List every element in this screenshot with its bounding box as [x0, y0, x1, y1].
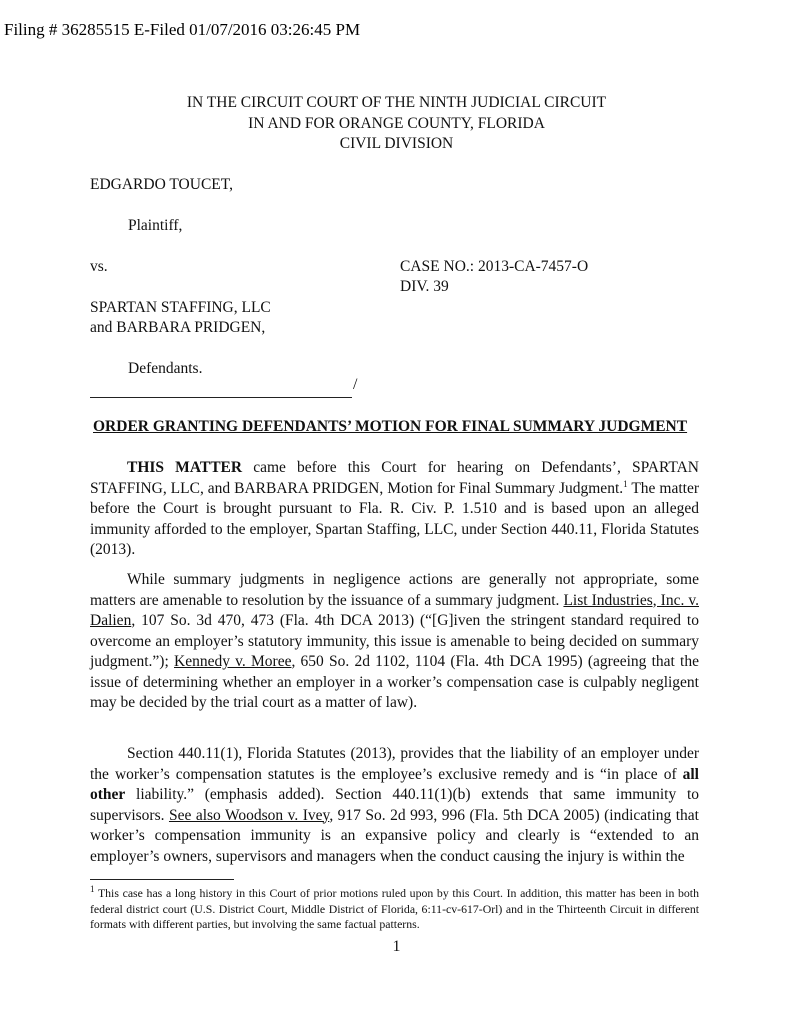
court-heading-line2: IN AND FOR ORANGE COUNTY, FLORIDA: [248, 115, 545, 132]
paragraph-2-text2: , 107 So. 3d 470, 473 (Fla. 4th DCA 2013) (“[G]iven the stringent standard required to overcome an employer’s statutory immunity, this issue is amenable to being decided on summary judgment.”);: [90, 612, 699, 670]
court-heading-line1: IN THE CIRCUIT COURT OF THE NINTH JUDICIAL CIRCUIT: [186, 94, 607, 111]
case-citation-kennedy: Kennedy v. Moree: [174, 653, 292, 670]
paragraph-2: [90, 570, 699, 714]
court-heading-line3: CIVIL DIVISION: [339, 135, 454, 152]
case-citation-list-industries: List Industries, Inc. v. Dalien: [90, 591, 699, 629]
versus-label: vs.: [90, 258, 108, 275]
paragraph-3-emphasis: all other: [90, 765, 699, 803]
paragraph-2-text3: , 650 So. 2d 1102, 1104 (Fla. 4th DCA 1995) (agreeing that the issue of determining whether an employer in a worker’s compensation case is culpably negligent may be decided by the trial court as a matter of law).: [90, 653, 699, 711]
filing-stamp: Filing # 36285515 E-Filed 01/07/2016 03:26:45 PM: [4, 20, 361, 39]
defendant-line1: SPARTAN STAFFING, LLC: [90, 299, 271, 316]
paragraph-1-text2: The matter before the Court is brought pursuant to Fla. R. Civ. P. 1.510 and is based upon an alleged immunity afforded to the employer, Spartan Staffing, LLC, under Section 440.11, Florida Statutes (2013).: [90, 479, 699, 558]
plaintiff-role: Plaintiff,: [128, 217, 183, 234]
paragraph-3-text1: Section 440.11(1), Florida Statutes (2013), provides that the liability of an employer under the worker’s compensation statutes is the employee’s exclusive remedy and is “in place of: [90, 745, 699, 783]
caption-slash: /: [353, 376, 358, 393]
defendant-role: Defendants.: [128, 360, 203, 377]
division: DIV. 39: [400, 278, 449, 295]
page-number: 1: [392, 938, 401, 955]
case-number: CASE NO.: 2013-CA-7457-O: [400, 258, 589, 275]
paragraph-3-text2: liability.” (emphasis added). Section 440.11(1)(b) extends that same immunity to supervisors.: [90, 786, 699, 824]
paragraph-1-lead: THIS MATTER: [127, 459, 243, 476]
footnote-text: This case has a long history in this Court of prior motions ruled upon by this Court. In addition, this matter has been in both federal district court (U.S. District Court, Middle District of Florida, 6:11-cv-617-Orl) and in the Thirteenth Circuit in different formats with different parties, but involving the same factual patterns.: [90, 886, 699, 931]
paragraph-2-text1: While summary judgments in negligence actions are generally not appropriate, some matters are amenable to resolution by the issuance of a summary judgment.: [90, 571, 699, 609]
paragraph-3-text3: , 917 So. 2d 993, 996 (Fla. 5th DCA 2005) (indicating that worker’s compensation immunity is an expansive policy and clearly is “extended to an employer’s owners, supervisors and managers when the conduct causing the injury is within the: [90, 806, 699, 865]
footnote-number: 1: [90, 884, 95, 895]
paragraph-3: [90, 744, 699, 867]
footnote-separator: [90, 879, 234, 880]
paragraph-1-text: came before this Court for hearing on Defendants’, SPARTAN STAFFING, LLC, and BARBARA PRIDGEN, Motion for Final Summary Judgment.: [90, 459, 699, 497]
order-title: ORDER GRANTING DEFENDANTS’ MOTION FOR FINAL SUMMARY JUDGMENT: [93, 418, 688, 435]
caption-divider-line: [90, 397, 352, 398]
case-citation-woodson: See also Woodson v. Ivey: [168, 806, 330, 824]
footnote-1: [90, 886, 699, 933]
defendant-line2: and BARBARA PRIDGEN,: [90, 319, 266, 336]
plaintiff-name: EDGARDO TOUCET,: [90, 176, 233, 193]
paragraph-1: [90, 458, 699, 561]
footnote-reference: 1: [623, 478, 628, 489]
